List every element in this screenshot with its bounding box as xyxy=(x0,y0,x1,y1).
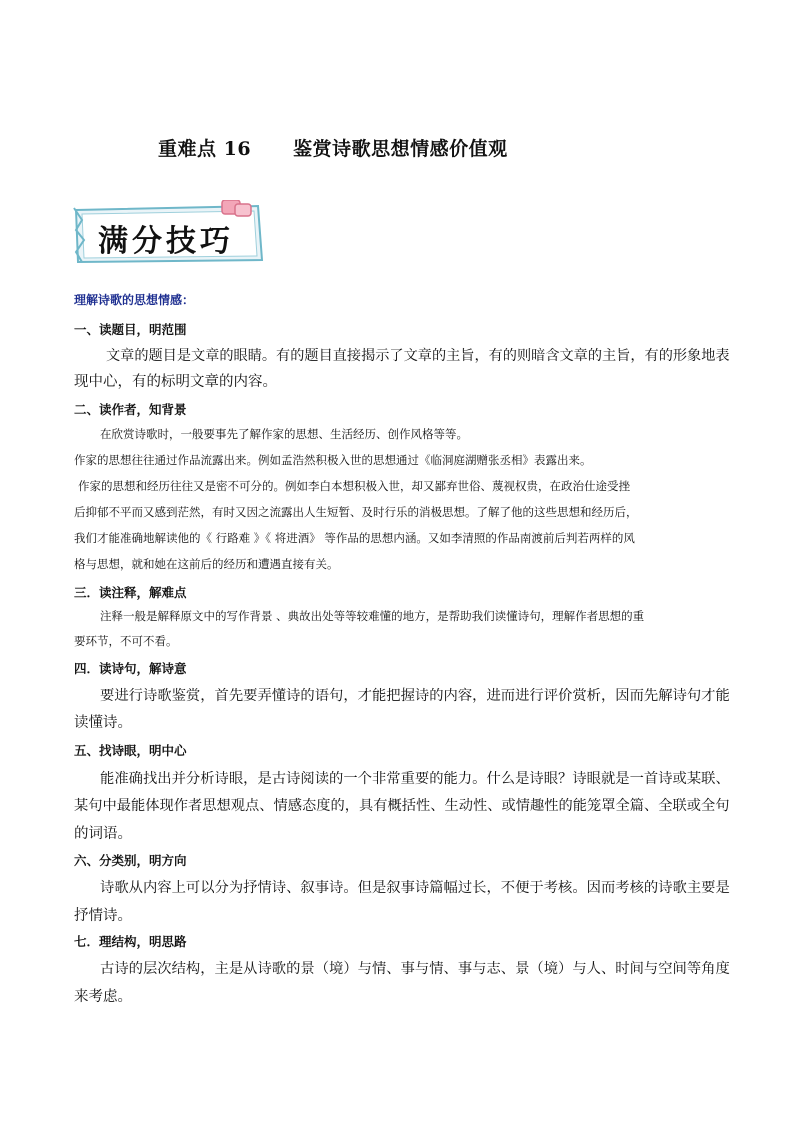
section-7-line-2: 来考虑。 xyxy=(74,989,132,1005)
section-banner xyxy=(72,200,268,268)
section-6-line-2: 抒情诗。 xyxy=(74,908,132,924)
section-7-line-1: 古诗的层次结构，主是从诗歌的景（境）与情、事与情、事与志、景（境）与人、时间与空间等角度 xyxy=(100,961,730,977)
section-5-line-1: 能准确找出并分析诗眼，是古诗阅读的一个非常重要的能力。什么是诗眼？诗眼就是一首诗或某联、 xyxy=(100,771,730,787)
section-5-line-3: 的词语。 xyxy=(74,826,132,842)
section-heading-2: 二、读作者，知背景 xyxy=(74,402,187,417)
section-heading-7: 七．理结构，明思路 xyxy=(74,934,187,949)
section-heading-4: 四．读诗句，解诗意 xyxy=(74,661,187,676)
section-2-line-6: 格与思想，就和她在这前后的经历和遭遇直接有关。 xyxy=(74,557,339,571)
section-2-line-1: 在欣赏诗歌时，一般要事先了解作家的思想、生活经历、创作风格等等。 xyxy=(100,427,468,441)
section-3-line-1: 注释一般是解释原文中的写作背景 、典故出处等等较难懂的地方，是帮助我们读懂诗句，理解作者思想的重 xyxy=(100,609,645,623)
page-title xyxy=(158,134,508,161)
section-4-line-1: 要进行诗歌鉴赏，首先要弄懂诗的语句，才能把握诗的内容，进而进行评价赏析，因而先解诗句才能 xyxy=(100,688,730,704)
banner-text: 满分技巧 xyxy=(98,224,234,259)
section-4-line-2: 读懂诗。 xyxy=(74,715,132,731)
section-heading-3: 三．读注释，解难点 xyxy=(74,585,187,600)
section-2-line-4: 后抑郁不平而又感到茫然，有时又因之流露出人生短暂、及时行乐的消极思想。了解了他的这些思想和经历后， xyxy=(74,505,638,519)
section-heading-1: 一、读题目，明范围 xyxy=(74,322,187,337)
section-5-line-2: 某句中最能体现作者思想观点、情感态度的，具有概括性、生动性、或情趣性的能笼罩全篇、全联或全句 xyxy=(74,798,730,814)
section-heading-5: 五、找诗眼，明中心 xyxy=(74,743,187,758)
title-number: 重难点 16 xyxy=(158,138,252,160)
section-1-line-1: 文章的题目是文章的眼睛。有的题目直接揭示了文章的主旨，有的则暗含文章的主旨，有的形象地表 xyxy=(106,348,730,364)
section-1-line-2: 现中心，有的标明文章的内容。 xyxy=(74,374,277,390)
section-6-line-1: 诗歌从内容上可以分为抒情诗、叙事诗。但是叙事诗篇幅过长，不便于考核。因而考核的诗歌主要是 xyxy=(100,880,730,896)
subheading: 理解诗歌的思想情感： xyxy=(74,293,195,307)
section-heading-6: 六、分类别，明方向 xyxy=(74,853,187,868)
section-2-line-2: 作家的思想往往通过作品流露出来。例如孟浩然积极入世的思想通过《临洞庭湖赠张丞相》表露出来。 xyxy=(74,453,592,467)
section-2-line-5: 我们才能准确地解读他的《 行路难 》《 将进酒》 等作品的思想内涵。又如李清照的作品南渡前后判若两样的风 xyxy=(74,531,635,545)
title-text: 鉴赏诗歌思想情感价值观 xyxy=(293,138,508,160)
section-3-line-2: 要环节，不可不看。 xyxy=(74,634,178,648)
section-2-line-3: 作家的思想和经历往往又是密不可分的。例如李白本想积极入世，却又鄙弃世俗、蔑视权贵，在政治仕途受挫 xyxy=(78,479,630,493)
